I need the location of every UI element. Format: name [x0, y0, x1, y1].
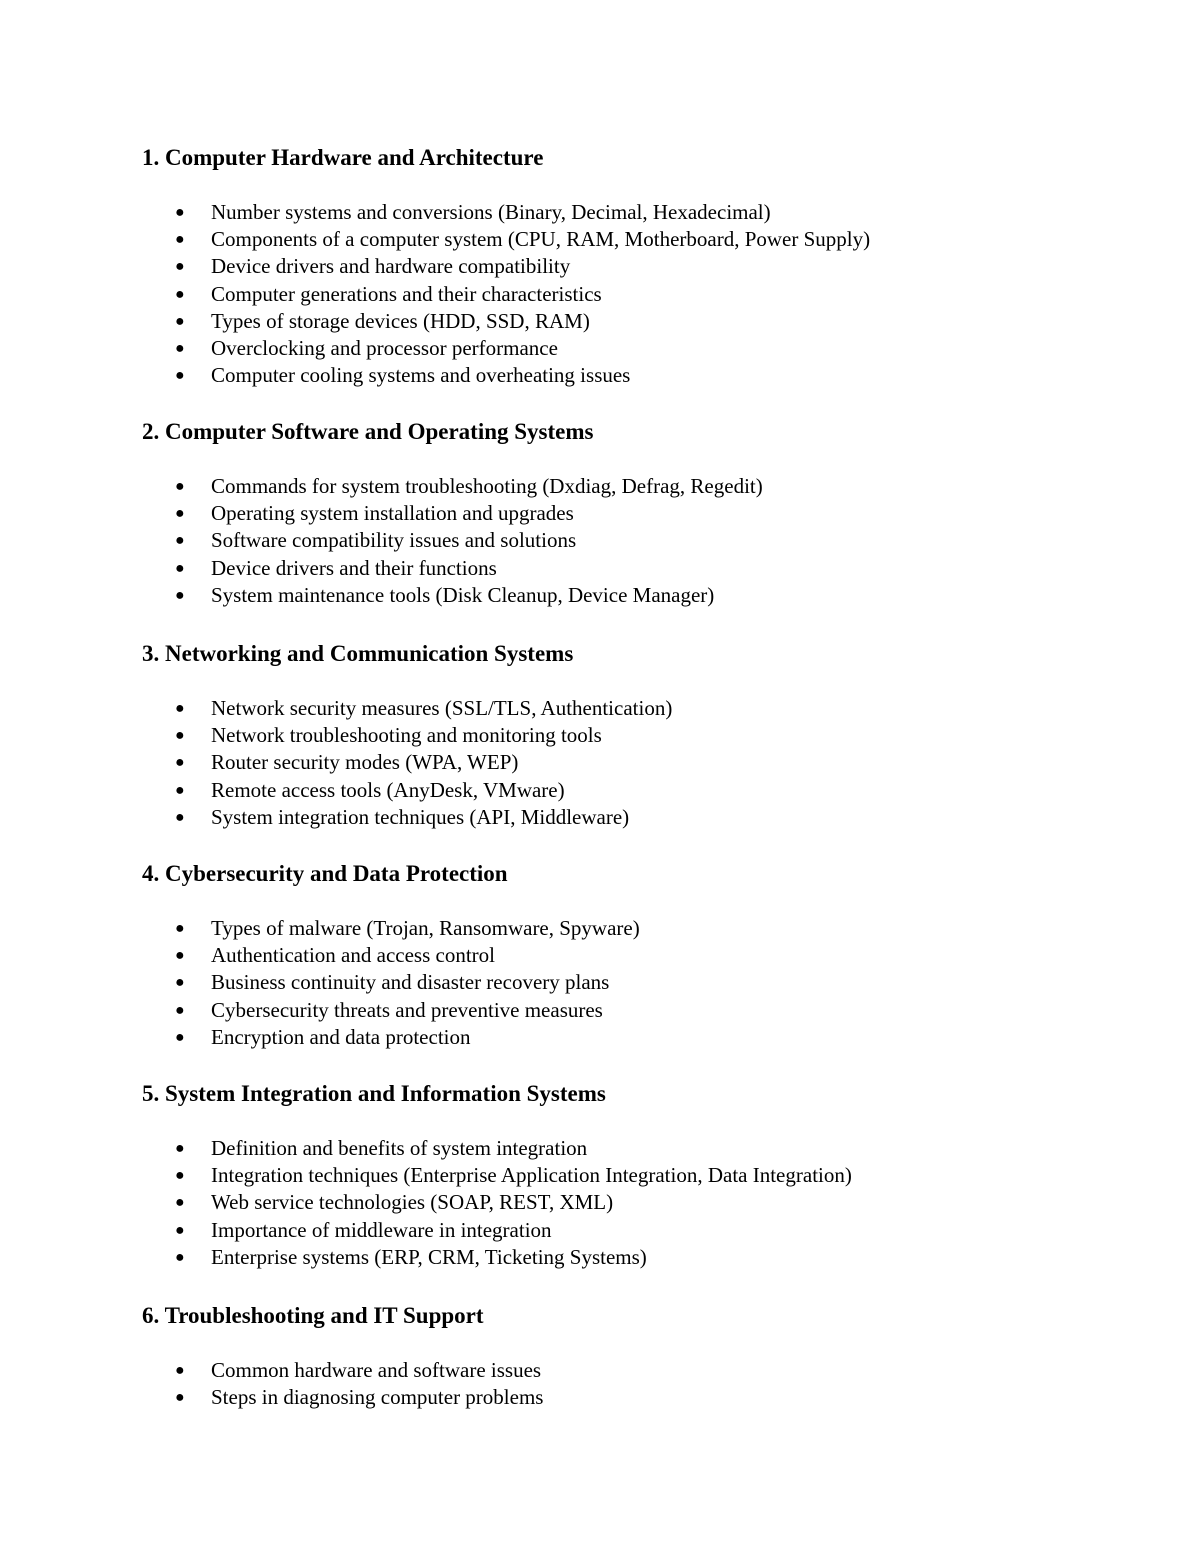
section-troubleshooting: [142, 1301, 1142, 1410]
section-heading: 6. Troubleshooting and IT Support: [142, 1303, 484, 1328]
bullet-icon: ●: [175, 505, 185, 523]
bullet-icon: ●: [175, 1167, 185, 1185]
bullet-icon: ●: [175, 231, 185, 249]
section-heading: 5. System Integration and Information Systems: [142, 1081, 606, 1106]
list-item-text: Steps in diagnosing computer problems: [211, 1385, 544, 1410]
list-item-text: Computer generations and their characteristics: [211, 281, 602, 306]
bullet-icon: ●: [175, 1362, 185, 1379]
bullet-icon: ●: [175, 204, 185, 221]
list-item-text: Encryption and data protection: [211, 1024, 471, 1049]
list-item-text: System integration techniques (API, Middleware): [211, 804, 630, 829]
bullet-icon: ●: [175, 1248, 185, 1266]
bullet-icon: ●: [175, 312, 185, 330]
bullet-icon: ●: [175, 367, 185, 385]
list-item-text: Authentication and access control: [211, 943, 495, 968]
bullet-icon: ●: [175, 754, 185, 772]
bullet-icon: ●: [175, 258, 185, 276]
list-item-text: Types of storage devices (HDD, SSD, RAM): [211, 308, 590, 333]
bullet-icon: ●: [175, 781, 185, 799]
list-item-text: Enterprise systems (ERP, CRM, Ticketing Systems): [211, 1244, 647, 1269]
section-cybersecurity: [142, 859, 1142, 1049]
bullet-icon: ●: [175, 1028, 185, 1046]
bullet-icon: ●: [175, 532, 185, 550]
list-item-text: Number systems and conversions (Binary, Decimal, Hexadecimal): [211, 200, 771, 224]
list-item-text: Router security modes (WPA, WEP): [211, 750, 519, 775]
bullet-icon: ●: [175, 1221, 185, 1239]
list-item-text: Remote access tools (AnyDesk, VMware): [211, 777, 565, 802]
section-heading: 2. Computer Software and Operating Systems: [142, 419, 594, 444]
section-system-integration: [142, 1079, 1142, 1269]
section-heading: 3. Networking and Communication Systems: [142, 641, 574, 666]
list-item-text: Types of malware (Trojan, Ransomware, Spyware): [211, 916, 640, 940]
bullet-icon: ●: [175, 808, 185, 826]
list-item-text: System maintenance tools (Disk Cleanup, Device Manager): [211, 582, 715, 607]
bullet-icon: ●: [175, 285, 185, 303]
list-item-text: Software compatibility issues and solutions: [211, 528, 577, 553]
bullet-icon: ●: [175, 1194, 185, 1212]
list-item-text: Overclocking and processor performance: [211, 335, 558, 360]
bullet-icon: ●: [175, 339, 185, 357]
list-item-text: Components of a computer system (CPU, RAM, Motherboard, Power Supply): [211, 227, 871, 252]
list-item-text: Device drivers and hardware compatibility: [211, 254, 571, 279]
list-item-text: Importance of middleware in integration: [211, 1217, 552, 1242]
list-item-text: Business continuity and disaster recovery plans: [211, 970, 610, 995]
section-computer-hardware: [142, 143, 1142, 388]
bullet-icon: ●: [175, 700, 185, 717]
bullet-icon: ●: [175, 586, 185, 604]
list-item-text: Operating system installation and upgrades: [211, 501, 574, 526]
list-item-text: Common hardware and software issues: [211, 1358, 542, 1382]
list-item-text: Integration techniques (Enterprise Application Integration, Data Integration): [211, 1163, 852, 1188]
bullet-icon: ●: [175, 1140, 185, 1157]
bullet-icon: ●: [175, 920, 185, 937]
bullet-icon: ●: [175, 727, 185, 745]
section-computer-software: [142, 417, 1142, 607]
section-networking: [142, 639, 1142, 829]
section-heading: 4. Cybersecurity and Data Protection: [142, 861, 508, 886]
bullet-icon: ●: [175, 1389, 185, 1407]
section-heading: 1. Computer Hardware and Architecture: [142, 145, 544, 170]
bullet-icon: ●: [175, 947, 185, 965]
list-item-text: Definition and benefits of system integration: [211, 1136, 588, 1160]
bullet-icon: ●: [175, 559, 185, 577]
list-item-text: Device drivers and their functions: [211, 555, 497, 580]
list-item-text: Network troubleshooting and monitoring tools: [211, 723, 602, 748]
list-item-text: Network security measures (SSL/TLS, Authentication): [211, 696, 673, 720]
list-item-text: Commands for system troubleshooting (Dxdiag, Defrag, Regedit): [211, 474, 763, 498]
list-item-text: Web service technologies (SOAP, REST, XML): [211, 1190, 614, 1215]
list-item-text: Cybersecurity threats and preventive measures: [211, 997, 603, 1022]
bullet-icon: ●: [175, 478, 185, 495]
list-item-text: Computer cooling systems and overheating issues: [211, 363, 631, 388]
bullet-icon: ●: [175, 974, 185, 992]
bullet-icon: ●: [175, 1001, 185, 1019]
